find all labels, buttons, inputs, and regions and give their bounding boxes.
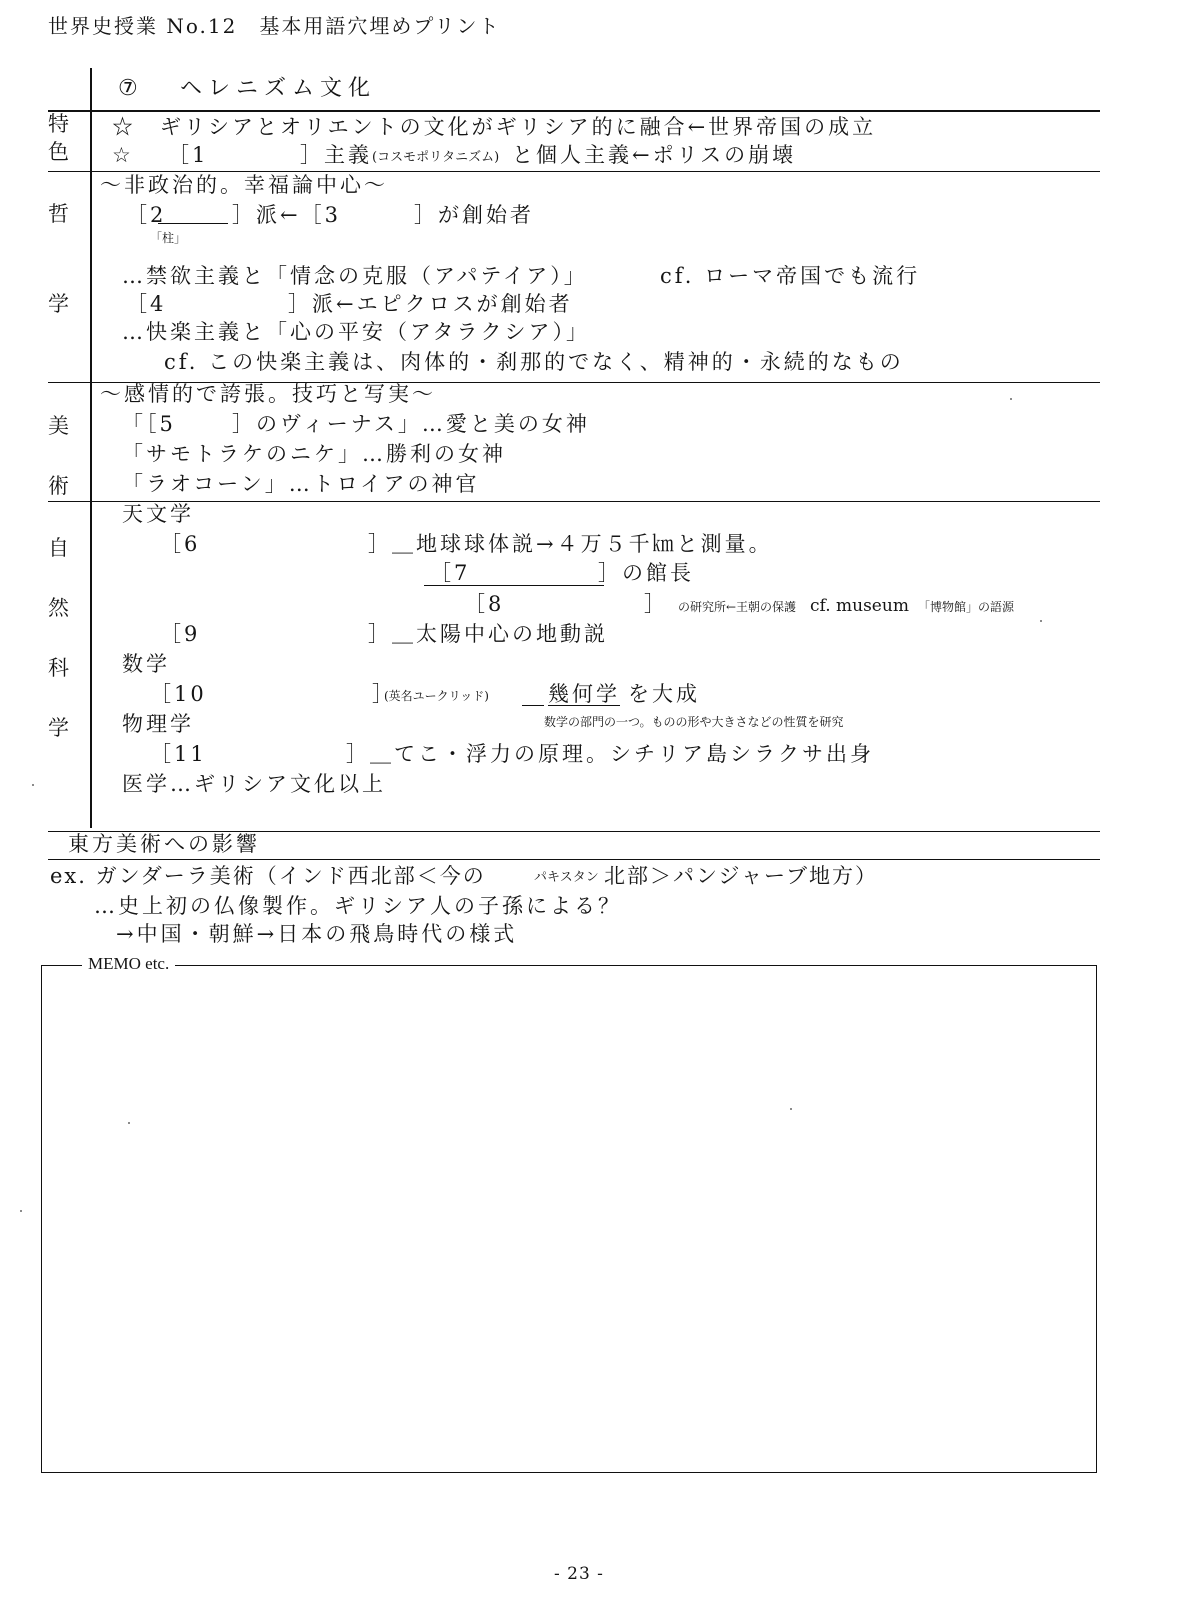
laocoon-line: 「ラオコーン」…トロイアの神官 xyxy=(122,472,480,496)
philosophy-intro: ～非政治的。幸福論中心～ xyxy=(100,173,388,197)
blank-6: ［6 xyxy=(160,532,201,556)
euclid-english-note: (英名ユークリッド) xyxy=(384,689,489,703)
epicurean-description: …快楽主義と「心の平安（アタラクシア）」 xyxy=(122,320,591,344)
memo-area[interactable] xyxy=(41,965,1097,1473)
section-title: ヘレニズム文化 xyxy=(180,76,377,101)
scan-speck xyxy=(1010,398,1012,400)
features-line-1: ☆ ギリシアとオリエントの文化がギリシア的に融合←世界帝国の成立 xyxy=(112,115,877,139)
blank-8-close: ］ xyxy=(644,592,668,616)
side-label-philosophy-1: 哲 xyxy=(48,202,72,226)
earth-sphere-line: ］＿地球球体説→４万５千㎞と測量。 xyxy=(368,532,773,556)
blank-7-underline xyxy=(424,585,604,586)
math-heading: 数学 xyxy=(122,652,170,676)
frame-vertical-line xyxy=(90,68,92,828)
gandhara-rest: 北部＞パンジャーブ地方） xyxy=(604,864,879,888)
blank-2-underline xyxy=(158,207,228,224)
side-label-science-2: 然 xyxy=(48,596,72,620)
features-line-2-close: ］主義 xyxy=(300,143,372,167)
blank-10-close: ］ xyxy=(372,682,396,706)
pakistan-note: パキスタン xyxy=(534,870,599,885)
blank-9: ［9 xyxy=(160,622,201,646)
geometry-term: 幾何学 xyxy=(548,682,620,706)
blank-2: ［2 xyxy=(126,203,167,227)
section-number: ⑦ xyxy=(118,76,141,101)
side-label-science-1: 自 xyxy=(48,536,72,560)
pillar-note: 「柱」 xyxy=(150,231,187,245)
worksheet-title: 世界史授業 No.12 基本用語穴埋めプリント xyxy=(48,14,501,38)
side-label-features-2: 色 xyxy=(48,140,72,164)
philosophy-cf-line: cf. この快楽主義は、肉体的・刹那的でなく、精神的・永続的なもの xyxy=(164,350,904,374)
divider-section-top xyxy=(48,110,1100,112)
scan-speck xyxy=(790,1108,792,1110)
divider-art-bottom xyxy=(48,501,1100,502)
museum-etymology-note: 「博物館」の語源 xyxy=(918,600,1015,614)
astronomy-heading: 天文学 xyxy=(122,502,194,526)
nike-line: 「サモトラケのニケ」…勝利の女神 xyxy=(122,442,506,466)
blank-8: ［8 xyxy=(464,592,505,616)
scan-speck xyxy=(20,1210,22,1212)
scan-speck xyxy=(32,784,34,786)
side-label-art-1: 美 xyxy=(48,414,72,438)
art-intro: ～感情的で誇張。技巧と写実～ xyxy=(100,382,436,406)
blank-10-answer-line xyxy=(522,705,544,706)
cosmopolitanism-note: (コスモポリタニズム) xyxy=(372,150,500,165)
research-institute-note: の研究所←王朝の保護 xyxy=(678,600,797,614)
page-number: - 23 - xyxy=(554,1564,604,1584)
medicine-line: 医学…ギリシア文化以上 xyxy=(122,772,386,796)
physics-heading: 物理学 xyxy=(122,712,194,736)
side-label-philosophy-2: 学 xyxy=(48,292,72,316)
divider-east-heading xyxy=(48,859,1100,860)
side-label-science-4: 学 xyxy=(48,716,72,740)
blank-1: ［1 xyxy=(168,143,209,167)
blank-10: ［10 xyxy=(150,682,207,706)
features-line-2-rest: と個人主義←ポリスの崩壊 xyxy=(512,143,797,167)
blank-5: 「［5 xyxy=(122,412,176,436)
memo-label: MEMO etc. xyxy=(82,955,175,972)
scan-speck xyxy=(1040,620,1042,622)
blank-11: ［11 xyxy=(150,742,207,766)
east-heading: 東方美術への影響 xyxy=(68,832,260,856)
library-director-line: ］の館長 xyxy=(598,561,694,585)
philosophy-school-4: ］派←エピクロスが創始者 xyxy=(288,292,573,316)
heliocentric-line: ］＿太陽中心の地動説 xyxy=(368,622,608,646)
philosophy-founder-3: ］が創始者 xyxy=(414,203,534,227)
blank-7: ［7 xyxy=(430,561,471,585)
east-asia-spread-line: →中国・朝鮮→日本の飛鳥時代の様式 xyxy=(116,922,518,946)
stoic-description: …禁欲主義と「情念の克服（アパテイア）」 xyxy=(122,264,588,288)
side-label-science-3: 科 xyxy=(48,656,72,680)
side-label-features-1: 特 xyxy=(48,112,72,136)
philosophy-school-2: ］派←［3 xyxy=(232,203,341,227)
features-star-2: ☆ xyxy=(112,143,134,167)
geometry-note: 数学の部門の一つ。ものの形や大きさなどの性質を研究 xyxy=(544,715,844,729)
stoic-cf: cf. ローマ帝国でも流行 xyxy=(660,264,921,288)
gandhara-prefix: ex. ガンダーラ美術（インド西北部＜今の xyxy=(50,864,486,888)
scan-speck xyxy=(128,1122,130,1124)
blank-4: ［4 xyxy=(126,292,167,316)
venus-line: ］のヴィーナス」…愛と美の女神 xyxy=(232,412,590,436)
divider-features-bottom xyxy=(48,171,1100,172)
geometry-completed: を大成 xyxy=(628,682,700,706)
side-label-art-2: 術 xyxy=(48,474,72,498)
museum-cf: cf. museum xyxy=(810,596,909,616)
archimedes-line: ］＿てこ・浮力の原理。シチリア島シラクサ出身 xyxy=(346,742,874,766)
buddha-statue-line: …史上初の仏像製作。ギリシア人の子孫による？ xyxy=(94,894,622,918)
